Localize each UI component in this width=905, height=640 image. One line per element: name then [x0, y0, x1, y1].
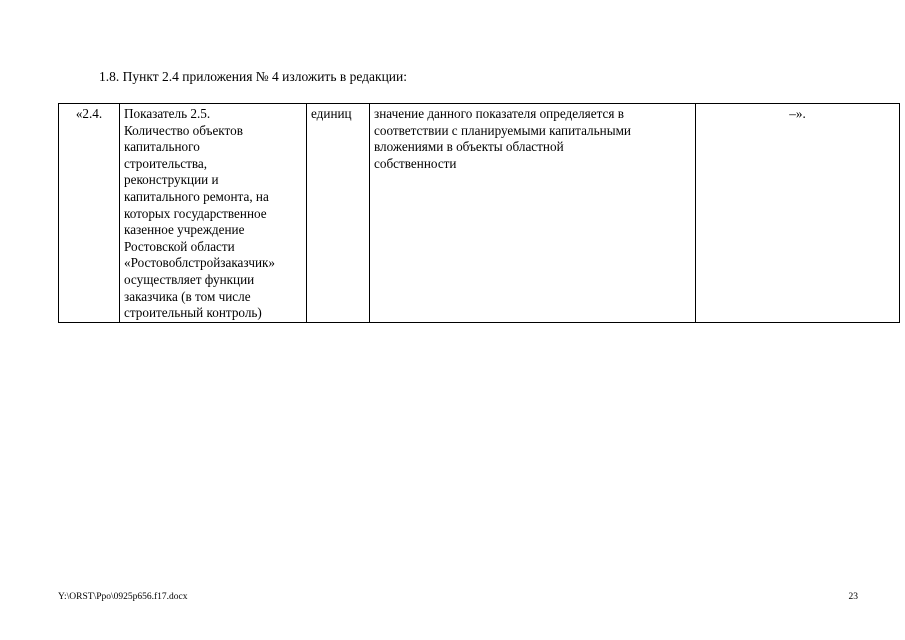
description-line: значение данного показателя определяется в [374, 106, 624, 121]
unit-cell: единиц [307, 104, 370, 323]
amendment-table [58, 103, 900, 323]
description-line: вложениями в объекты областной [374, 139, 564, 155]
indicator-name-cell [120, 104, 307, 323]
indicator-name-line: «Ростовоблстройзаказчик» [124, 255, 276, 271]
indicator-name-line: заказчика (в том числе [124, 288, 251, 304]
item-number-cell: «2.4. [59, 104, 120, 323]
description-line: соответствии с планируемыми капитальными [374, 122, 631, 138]
indicator-name-line: строительный контроль) [124, 305, 262, 321]
description-cell [370, 104, 696, 323]
description-line: собственности [374, 155, 457, 171]
intro-paragraph: 1.8. Пункт 2.4 приложения № 4 изложить в редакции: [99, 69, 408, 84]
page-number: 23 [848, 592, 858, 602]
indicator-name-line: осуществляет функции [124, 271, 255, 287]
indicator-name-line: Показатель 2.5. [124, 106, 211, 121]
indicator-name-line: строительства, [124, 155, 208, 171]
indicator-name-line: Количество объектов [124, 122, 243, 138]
value-cell: –». [696, 104, 900, 323]
table-row [59, 104, 900, 323]
indicator-name-line: казенное учреждение [124, 222, 245, 238]
indicator-name-line: капитального [124, 139, 200, 155]
footer-file-path: Y:\ORST\Ppo\0925p656.f17.docx [58, 592, 188, 602]
indicator-name-line: Ростовской области [124, 238, 235, 254]
indicator-name-line: которых государственное [124, 205, 267, 221]
indicator-name-line: капитального ремонта, на [124, 188, 269, 204]
indicator-name-line: реконструкции и [124, 172, 219, 188]
